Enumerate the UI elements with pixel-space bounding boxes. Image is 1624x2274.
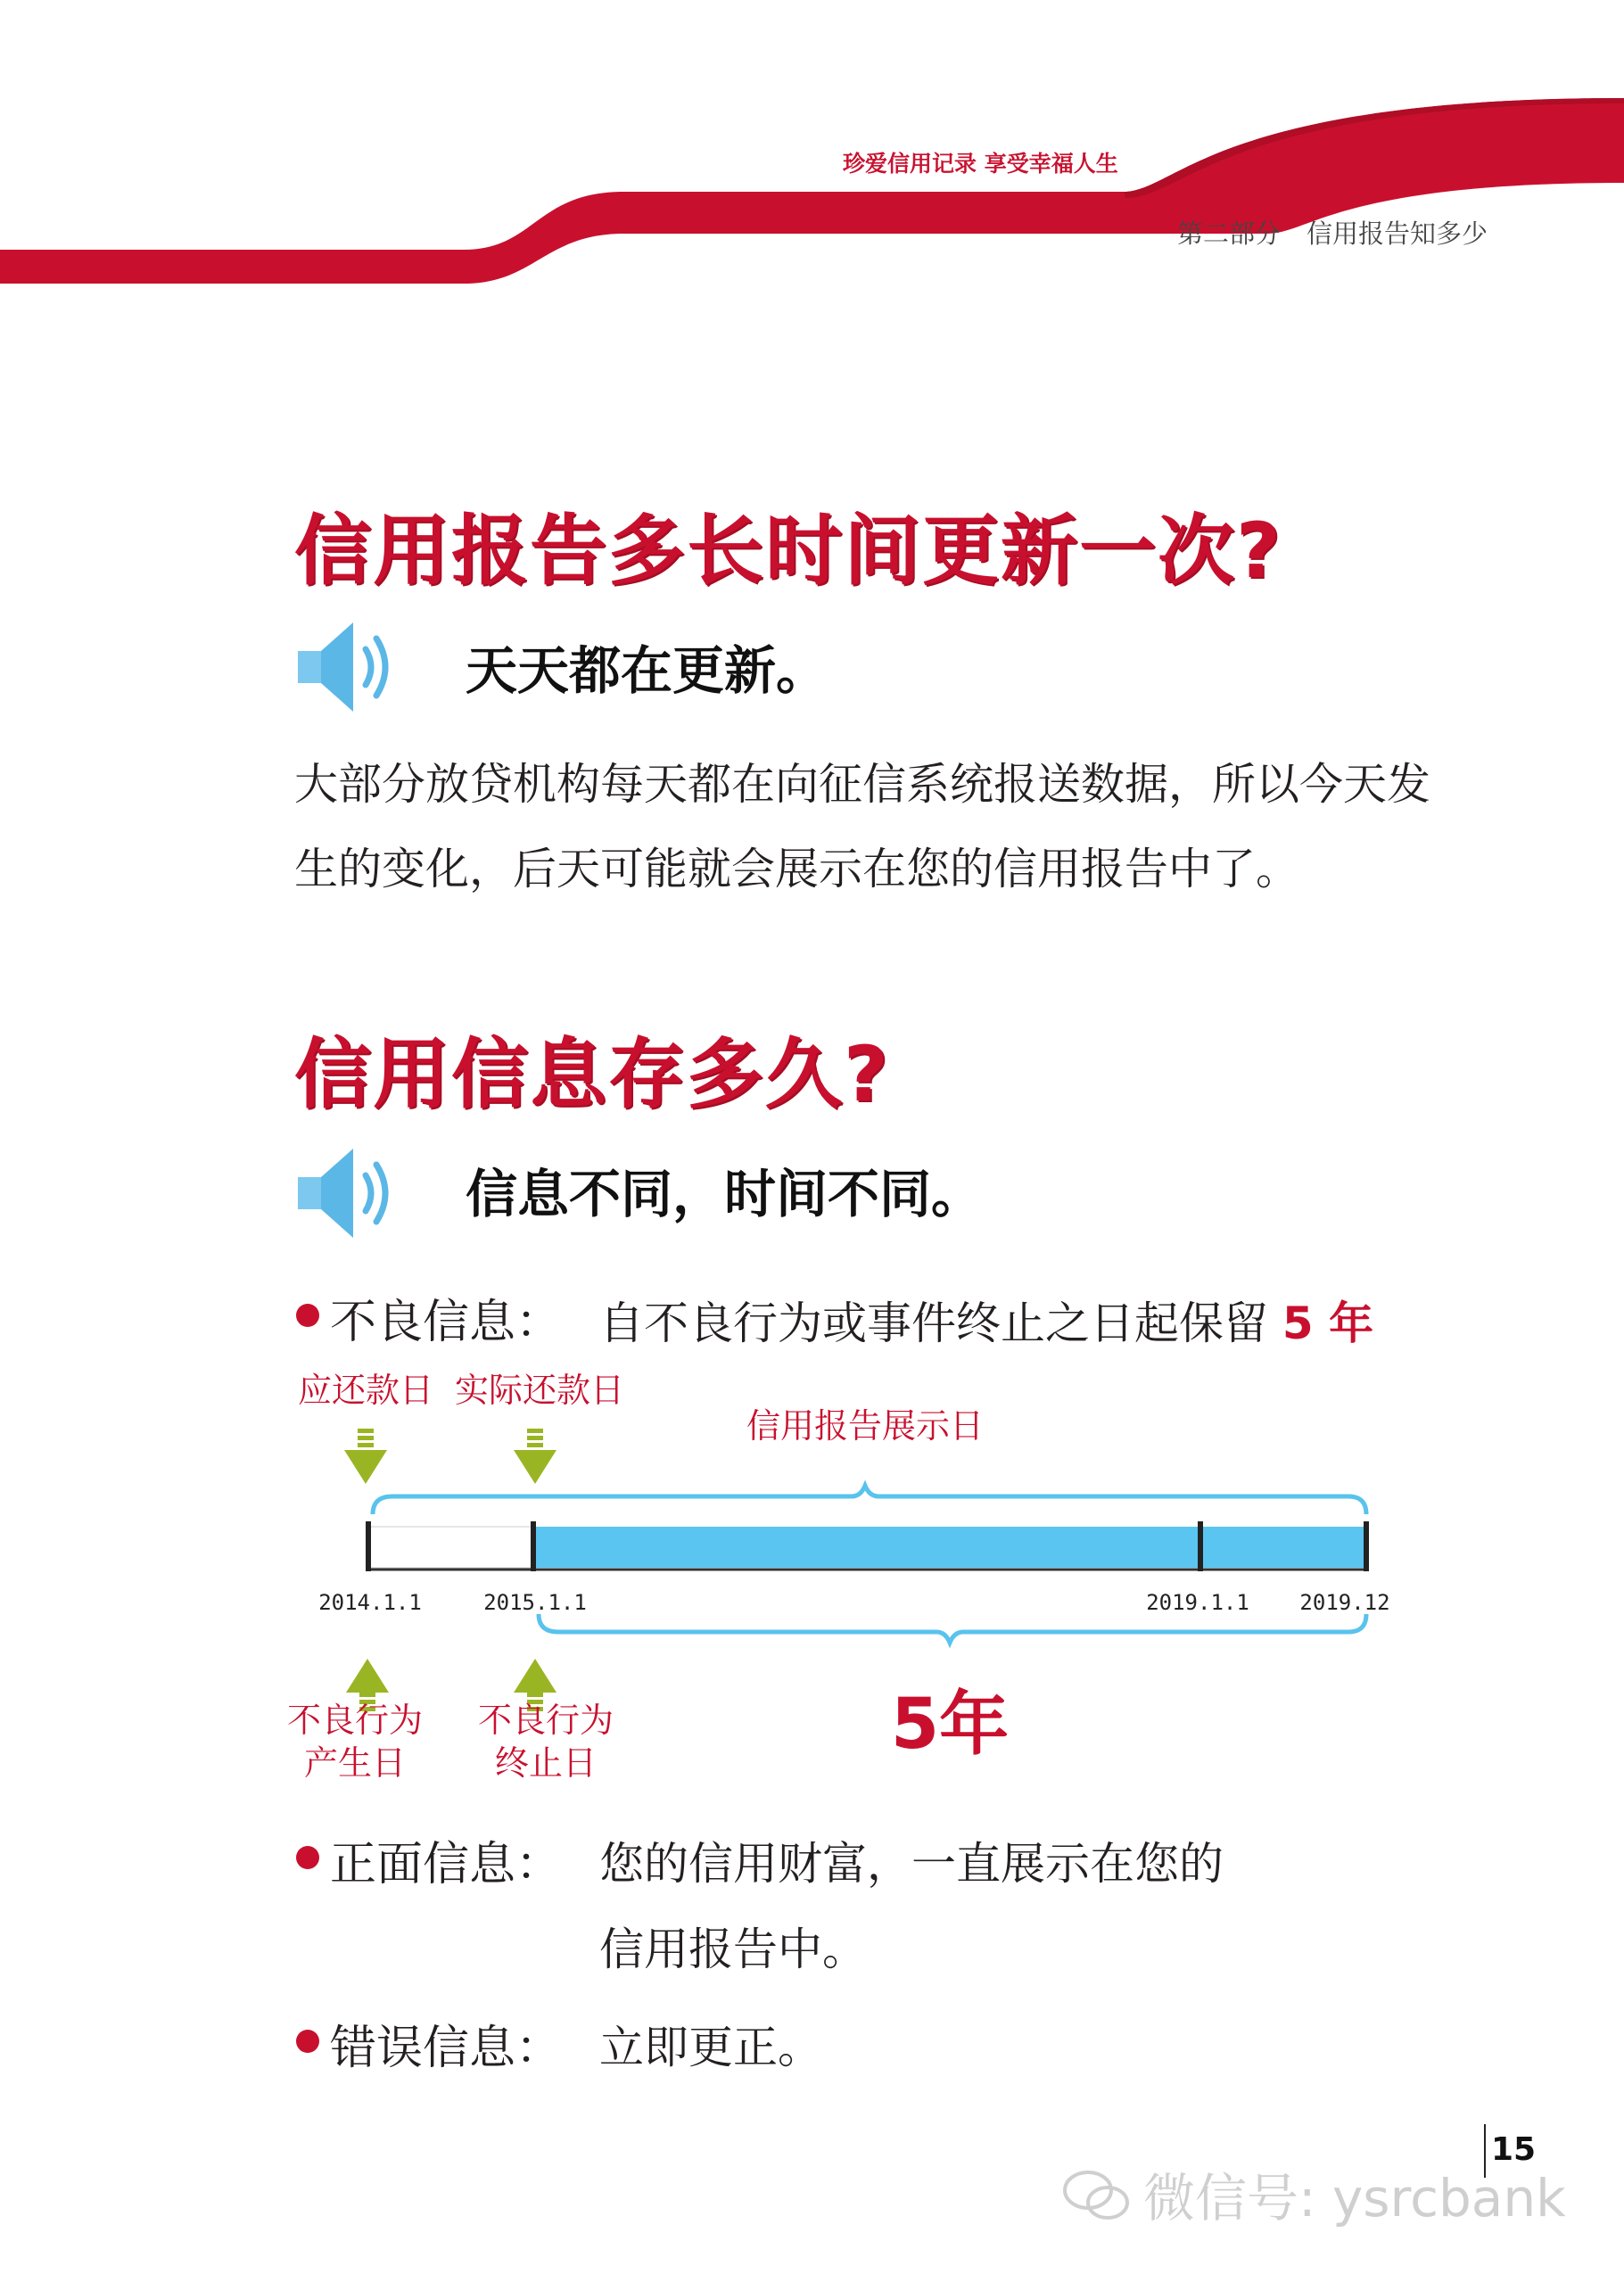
- actual-repay-label: 实际还款日: [454, 1371, 625, 1410]
- top-bracket: [373, 1486, 1366, 1514]
- slogan: 珍爱信用记录 享受幸福人生: [843, 151, 1118, 177]
- date-label: 2014.1.1: [318, 1590, 422, 1615]
- down-arrow-icon: [514, 1429, 556, 1484]
- end-label-line1: 不良行为: [477, 1701, 614, 1740]
- end-label-line2: 终止日: [494, 1743, 598, 1783]
- section-title: 第二部分 信用报告知多少: [1177, 218, 1488, 249]
- report-display-label: 信用报告展示日: [746, 1406, 985, 1446]
- display-period-bar: [533, 1527, 1366, 1568]
- pre-period-bar: [368, 1527, 533, 1568]
- positive-info-value-line1: 您的信用财富，一直展示在您的: [599, 1838, 1224, 1890]
- five-years: 5 年: [1282, 1298, 1374, 1349]
- down-arrow-icon: [344, 1429, 387, 1484]
- bullet-dot: [296, 1846, 319, 1869]
- due-date-label: 应还款日: [297, 1371, 434, 1410]
- wechat-watermark: 微信号: ysrcbank: [1143, 2168, 1566, 2229]
- positive-info-label: 正面信息：: [330, 1838, 563, 1891]
- bottom-bracket: [539, 1614, 1366, 1643]
- occur-label-line2: 产生日: [303, 1743, 407, 1783]
- question-update-frequency: 信用报告多长时间更新一次?: [294, 507, 1282, 596]
- answer-daily: 天天都在更新。: [466, 640, 828, 701]
- speaker-icon: [294, 615, 398, 719]
- negative-info-value: 自不良行为或事件终止之日起保留 5 年: [599, 1298, 1374, 1349]
- positive-info-value-line2: 信用报告中。: [599, 1924, 867, 1975]
- date-label: 2019.1.1: [1146, 1590, 1249, 1615]
- date-label: 2015.1.1: [483, 1590, 587, 1615]
- body-paragraph: 大部分放贷机构每天都在向征信系统报送数据，所以今天发生的变化，后天可能就会展示在您的信用报告中了。: [294, 759, 1431, 894]
- wechat-icon: [1061, 2167, 1133, 2224]
- negative-info-label: 不良信息：: [330, 1296, 563, 1349]
- duration-five-years: 5年: [890, 1685, 1010, 1765]
- retention-timeline: [0, 1355, 1624, 1819]
- date-label: 2019.12: [1299, 1590, 1390, 1615]
- page-number: 15: [1491, 2131, 1537, 2168]
- occur-label-line1: 不良行为: [286, 1701, 424, 1740]
- speaker-icon: [294, 1141, 398, 1245]
- bullet-dot: [296, 2030, 319, 2053]
- answer-varies: 信息不同，时间不同。: [466, 1164, 984, 1224]
- error-info-label: 错误信息：: [330, 2022, 563, 2075]
- bullet-dot: [296, 1304, 319, 1327]
- error-info-value: 立即更正。: [599, 2022, 822, 2073]
- question-retention: 信用信息存多久?: [294, 1030, 890, 1119]
